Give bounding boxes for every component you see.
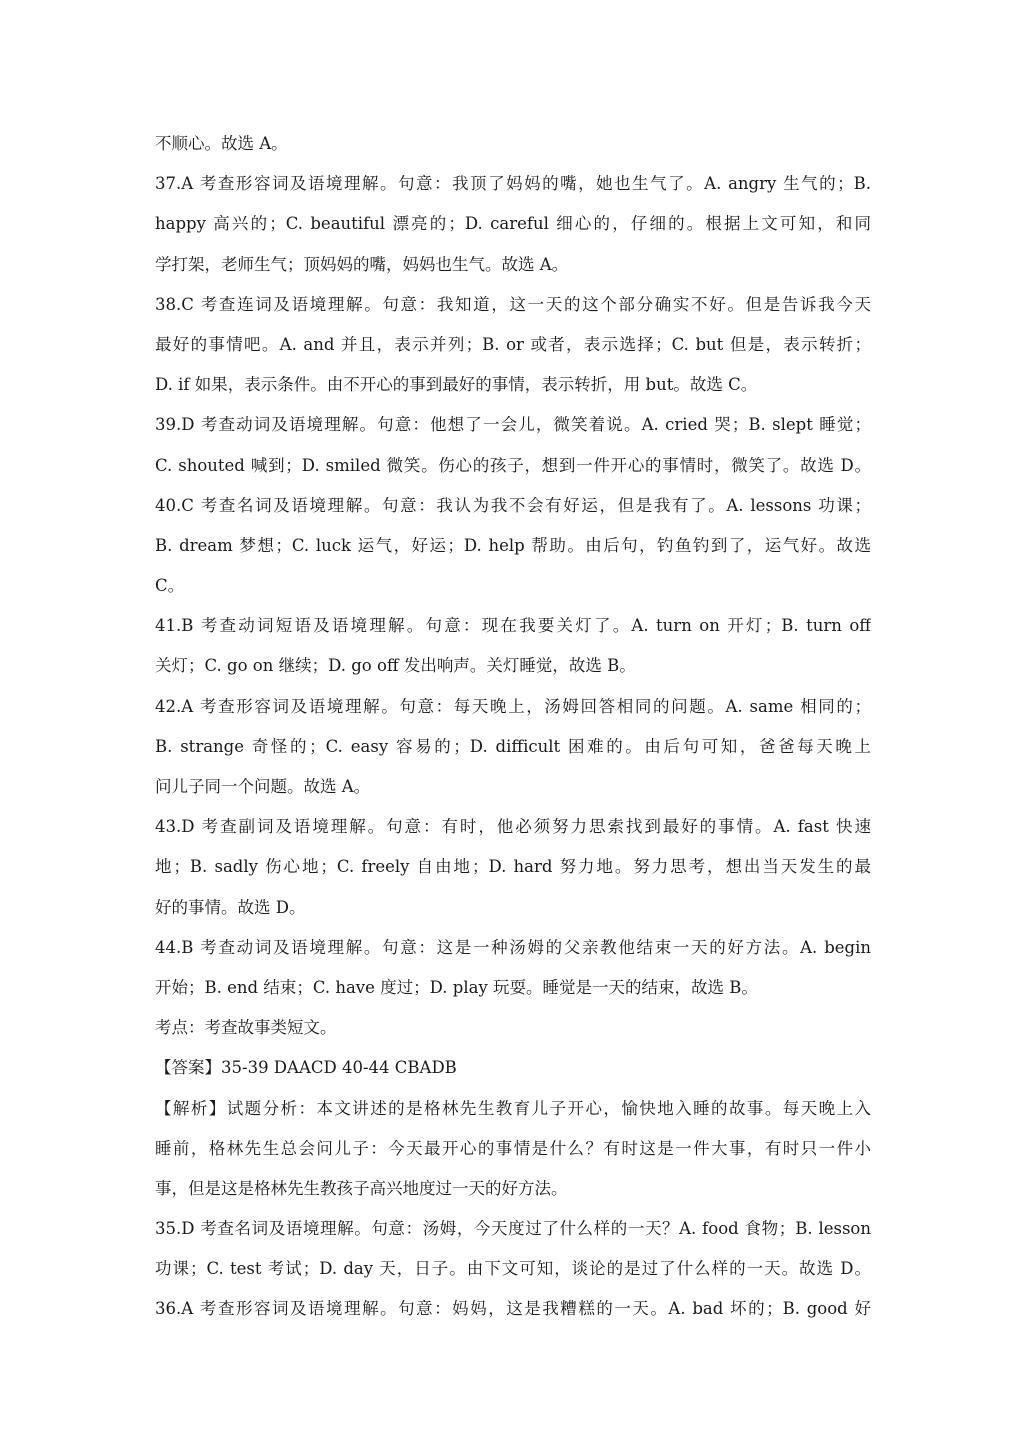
- text-line: 41.B 考查动词短语及语境理解。句意：现在我要关灯了。A. turn on 开灯；B. turn off: [155, 616, 871, 636]
- document-body: [155, 124, 871, 1330]
- text-line: 地；B. sadly 伤心地；C. freely 自由地；D. hard 努力地。努力思考，想出当天发生的最: [155, 857, 871, 877]
- text-line: 问儿子同一个问题。故选 A。: [155, 777, 371, 796]
- text-line: 开始；B. end 结束；C. have 度过；D. play 玩耍。睡觉是一天的结束，故选 B。: [155, 977, 758, 997]
- text-line: C。: [155, 576, 185, 596]
- text-line: 好的事情。故选 D。: [155, 897, 306, 917]
- text-line: 44.B 考查动词及语境理解。句意：这是一种汤姆的父亲教他结束一天的好方法。A. begin: [155, 937, 871, 957]
- text-line: 学打架，老师生气；顶妈妈的嘴，妈妈也生气。故选 A。: [155, 254, 569, 274]
- text-line: 不顺心。故选 A。: [155, 134, 288, 153]
- text-line: 40.C 考查名词及语境理解。句意：我认为我不会有好运，但是我有了。A. lessons 功课；: [155, 495, 871, 515]
- text-line: 39.D 考查动词及语境理解。句意：他想了一会儿，微笑着说。A. cried 哭；B. slept 睡觉；: [155, 415, 871, 435]
- text-line: 42.A 考查形容词及语境理解。句意：每天晚上，汤姆回答相同的问题。A. same 相同的；: [155, 696, 871, 716]
- text-line: 35.D 考查名词及语境理解。句意：汤姆，今天度过了什么样的一天？A. food 食物；B. lesson: [155, 1219, 871, 1239]
- text-line: 功课；C. test 考试；D. day 天，日子。由下文可知，谈论的是过了什么样的一天。故选 D。: [155, 1259, 871, 1279]
- text-line: D. if 如果，表示条件。由不开心的事到最好的事情，表示转折，用 but。故选 C。: [155, 375, 758, 395]
- text-line: 关灯；C. go on 继续；D. go off 发出响声。关灯睡觉，故选 B。: [155, 656, 636, 676]
- text-line: 36.A 考查形容词及语境理解。句意：妈妈，这是我糟糕的一天。A. bad 坏的；B. good 好: [155, 1299, 871, 1319]
- text-line: 考点：考查故事类短文。: [155, 1018, 337, 1038]
- text-line: happy 高兴的；C. beautiful 漂亮的；D. careful 细心的，仔细的。根据上文可知，和同: [155, 214, 871, 234]
- text-line: B. strange 奇怪的；C. easy 容易的；D. difficult 困难的。由后句可知，爸爸每天晚上: [155, 736, 871, 756]
- text-line: 【解析】试题分析：本文讲述的是格林先生教育儿子开心，愉快地入睡的故事。每天晚上入: [155, 1098, 871, 1118]
- text-line: 最好的事情吧。A. and 并且，表示并列；B. or 或者，表示选择；C. but 但是，表示转折；: [155, 334, 871, 354]
- text-line: C. shouted 喊到；D. smiled 微笑。伤心的孩子，想到一件开心的事情时，微笑了。故选 D。: [155, 455, 871, 475]
- text-line: B. dream 梦想；C. luck 运气，好运；D. help 帮助。由后句，钓鱼钓到了，运气好。故选: [155, 535, 871, 555]
- text-line: 【答案】35-39 DAACD 40-44 CBADB: [155, 1058, 457, 1078]
- text-line: 事，但是这是格林先生教孩子高兴地度过一天的好方法。: [155, 1178, 568, 1198]
- text-line: 睡前，格林先生总会问儿子：今天最开心的事情是什么？有时这是一件大事，有时只一件小: [155, 1138, 871, 1158]
- text-line: 43.D 考查副词及语境理解。句意：有时，他必须努力思索找到最好的事情。A. fast 快速: [155, 817, 871, 837]
- text-line: 37.A 考查形容词及语境理解。句意：我顶了妈妈的嘴，她也生气了。A. angry 生气的；B.: [155, 174, 871, 194]
- text-line: 38.C 考查连词及语境理解。句意：我知道，这一天的这个部分确实不好。但是告诉我今天: [155, 294, 871, 314]
